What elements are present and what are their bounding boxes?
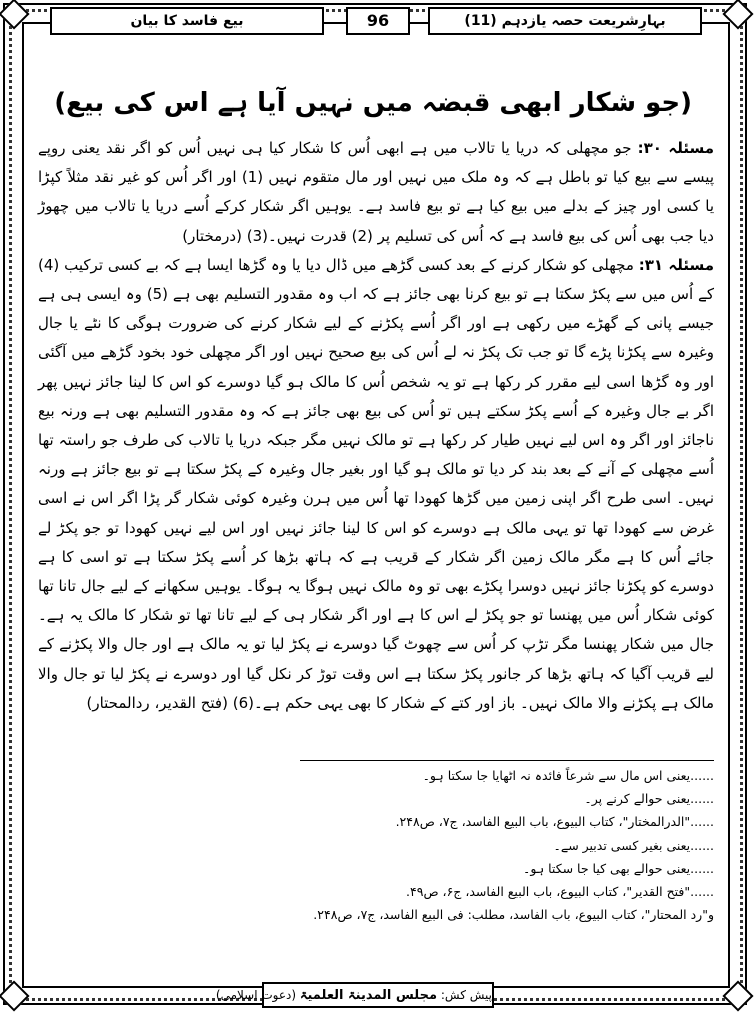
- footnote: ......"فتح القدیر"، کتاب البیوع، باب البیع الفاسد، ج۶، ص۴۹.: [406, 884, 714, 900]
- footnote: ......"الدرالمختار"، کتاب البیوع، باب البیع الفاسد، ج۷، ص۲۴۸.: [395, 814, 714, 830]
- body-text: [38, 134, 714, 718]
- masala-label: مسئلہ ۳۱:: [638, 255, 715, 274]
- paragraph-masala-30: [38, 134, 714, 251]
- page-footer: [215, 982, 494, 1008]
- paragraph-masala-31: [38, 251, 714, 718]
- publisher-name: مجلس المدینۃ العلمیۃ: [299, 988, 438, 1003]
- section-heading: (جو شکار ابھی قبضہ میں نہیں آیا ہے اس کی بیع): [54, 88, 692, 118]
- footnote: ......یعنی حوالے کرنے پر۔: [584, 791, 714, 807]
- page-header: [50, 7, 702, 33]
- footer-suffix: (دعوت اسلامی): [215, 988, 297, 1002]
- masala-label: مسئلہ ۳۰:: [637, 139, 714, 157]
- page-number: 96: [346, 7, 410, 35]
- footnote: ......یعنی حوالے بھی کیا جا سکتا ہو۔: [523, 860, 714, 876]
- chapter-title: بیع فاسد کا بیان: [50, 7, 324, 35]
- book-title: بہارِشریعت حصہ یازدہم (11): [428, 7, 702, 35]
- footnote: ......یعنی بغیر کسی تدبیر سے۔: [553, 837, 714, 853]
- footnotes: [200, 764, 714, 926]
- footnote: ......یعنی اس مال سے شرعاً فائدہ نہ اٹھایا جا سکتا ہو۔: [422, 768, 714, 783]
- paragraph-text: مچھلی کو شکار کرنے کے بعد کسی گڑھے میں ڈال دیا یا وہ گڑھا ایسا ہے کہ بے کسی ترکیب (4) کے اُس میں سے پکڑ سکتا ہے تو بیع کرنا بھی جائز ہے کہ اب وہ مقدور التسلیم بھی ہے (5) وہ ایسی ہی ہے جیسے پانی کے گھڑے میں رکھی ہے اور اگر اُسے پکڑنے کے لیے شکار کرنے کی ضرورت ہوگی کا نٹے یا جال وغیرہ سے پکڑنا پڑے گا تو جب تک پکڑ نہ لے اُس کی بیع صحیح نہیں اور اگر مچھلی خود بخود گڑھے میں آگئی اور وہ گڑھا اسی لیے مقرر کر رکھا ہے تو یہ شخص اُس کا مالک ہو گیا دوسرے کو اس کا لینا جائز نہیں پھر اگر بے جال وغیرہ کے اُسے پکڑ سکتے ہیں تو اُس کی بیع بھی جائز ہے کہ وہ مقدور التسلیم بھی ہے ورنہ بیع ناجائز اور اگر وہ اس لیے نہیں طیار کر رکھا ہے تو مالک نہیں مگر جبکہ دریا یا تالاب کی طرف جو راستہ تھا اُسے مچھلی کے آنے کے بعد بند کر دیا تو مالک ہو گیا اور بغیر جال وغیرہ کے پکڑ سکتا ہے تو بیع جائز ہے ورنہ نہیں۔ اسی طرح اگر اپنی زمین میں گڑھا کھودا تھا اُس میں ہرن وغیرہ کوئی شکار گر پڑا اگر اس نے اسی غرض سے کھودا تھا تو یہی مالک ہے دوسرے کو اس کا لینا جائز نہیں اور اس لیے نہیں کھودا تو جو پکڑ لے جائے اُس کا ہے مگر مالک زمین اگر شکار کے قریب ہے کہ ہاتھ بڑھا کر اُسے پکڑ سکتا ہے تو اسی کا ہے دوسرے کو پکڑنا جائز نہیں دوسرا پکڑے بھی تو وہ مالک نہیں ہوگا یہ ہوگا۔ یوہیں سکھانے کے لیے جال تانا تھا کوئی شکار اُس میں پھنسا تو جو پکڑ لے اس کا ہے اور اگر شکار ہی کے لیے تانا تھا تو شکار کا مالک یہ ہے۔ جال میں شکار پھنسا مگر تڑپ کر اُس سے چھوٹ گیا دوسرے نے پکڑ لیا تو یہ مالک ہے اور جال والا پکڑنے کے لیے قریب آگیا کہ ہاتھ بڑھا کر جانور پکڑ سکتا ہے اس وقت توڑ کر نکل گیا اور دوسرے نے پکڑ لیا تو جال والا مالک ہے پکڑنے والا مالک نہیں۔ باز اور کتے کے شکار کا بھی یہی حکم ہے۔(6) (فتح القدیر، ردالمحتار): [38, 255, 714, 712]
- paragraph-text: جو مچھلی کہ دریا یا تالاب میں ہے ابھی اُس کا شکار کیا ہی نہیں اُس کو اگر نقد یعنی روپے پیسے سے بیع کیا تو باطل ہے کہ وہ ملک میں نہیں اور مال متقوم نہیں (1) اور اگر اُس کو غیر نقد مثلاً کپڑا یا کسی اور چیز کے بدلے میں بیع کیا ہے تو بیع فاسد ہے۔ یوہیں اگر شکار کرکے اُسے دریا یا تالاب میں چھوڑ دیا جب بھی اُس کی بیع فاسد ہے کہ اُس کی تسلیم پر (2) قدرت نہیں۔(3) (درمختار): [38, 139, 714, 245]
- footnote: و"رد المحتار"، کتاب البیوع، باب الفاسد، مطلب: فی البیع الفاسد، ج۷، ص۲۴۸.: [313, 907, 714, 923]
- footer-prefix: پیش کش:: [440, 988, 492, 1002]
- footnote-separator: [300, 760, 714, 761]
